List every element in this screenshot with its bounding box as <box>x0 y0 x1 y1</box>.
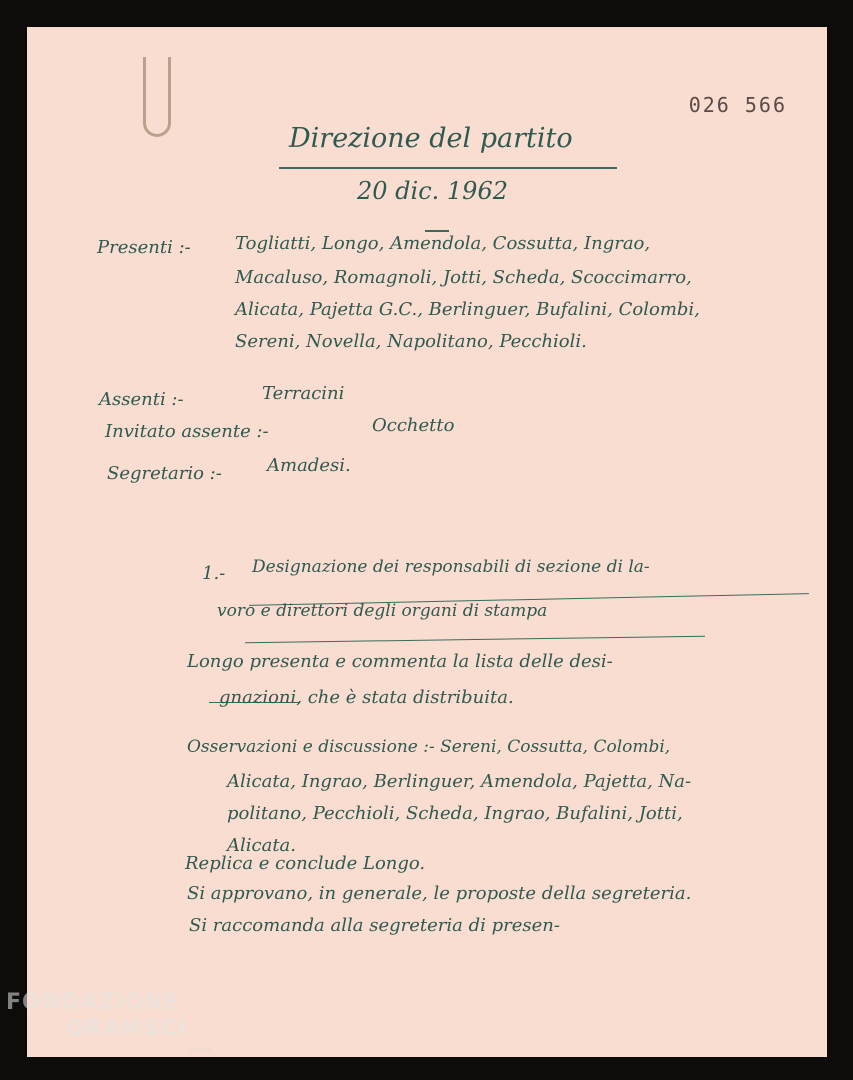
item-title-line: voro e direttori degli organi di stampa <box>217 601 548 621</box>
osservazioni-line: politano, Pecchioli, Scheda, Ingrao, Bufalini, Jotti, <box>227 803 683 824</box>
invitato-label: Invitato assente :- <box>105 421 269 442</box>
logo-suffix: onlus <box>188 1046 213 1056</box>
item-title-line: Designazione dei responsabili di sezione di la- <box>252 557 650 577</box>
item-title-underline <box>245 636 705 643</box>
paper-clip <box>143 57 171 137</box>
presenti-line: Sereni, Novella, Napolitano, Pecchioli. <box>235 331 587 352</box>
assenti-label: Assenti :- <box>99 389 184 410</box>
body-line: gnazioni, che è stata distribuita. <box>219 687 514 708</box>
document-page <box>27 27 827 1057</box>
osservazioni-line: Alicata, Ingrao, Berlinguer, Amendola, Pajetta, Na- <box>227 771 692 792</box>
presenti-line: Macaluso, Romagnoli, Jotti, Scheda, Scoccimarro, <box>235 267 692 288</box>
logo-line: GRAMSCI <box>66 1016 188 1041</box>
closing-line: Si approvano, in generale, le proposte della segreteria. <box>187 883 692 904</box>
archive-number: 026 566 <box>688 93 787 117</box>
closing-line: Si raccomanda alla segreteria di presen- <box>189 915 560 936</box>
logo-line: FONDAZIONE <box>6 990 180 1015</box>
assenti-value: Terracini <box>262 383 345 404</box>
segretario-value: Amadesi. <box>267 455 351 476</box>
osservazioni-line: Alicata. <box>227 835 297 856</box>
item-number: 1.- <box>202 563 226 584</box>
body-line: Longo presenta e commenta la lista delle desi- <box>187 651 613 672</box>
presenti-line: Togliatti, Longo, Amendola, Cossutta, Ingrao, <box>235 233 651 254</box>
presenti-label: Presenti :- <box>97 237 191 258</box>
segretario-label: Segretario :- <box>107 463 222 484</box>
document-date: 20 dic. 1962 <box>357 177 508 205</box>
presenti-line: Alicata, Pajetta G.C., Berlinguer, Bufalini, Colombi, <box>235 299 700 320</box>
invitato-value: Occhetto <box>372 415 455 436</box>
title-underline <box>279 167 617 169</box>
osservazioni-line: Osservazioni e discussione :- Sereni, Cossutta, Colombi, <box>187 737 671 757</box>
closing-line: Replica e conclude Longo. <box>185 853 426 874</box>
separator-dash <box>425 230 449 232</box>
fondazione-gramsci-logo <box>6 990 216 1042</box>
document-title: Direzione del partito <box>289 123 573 154</box>
